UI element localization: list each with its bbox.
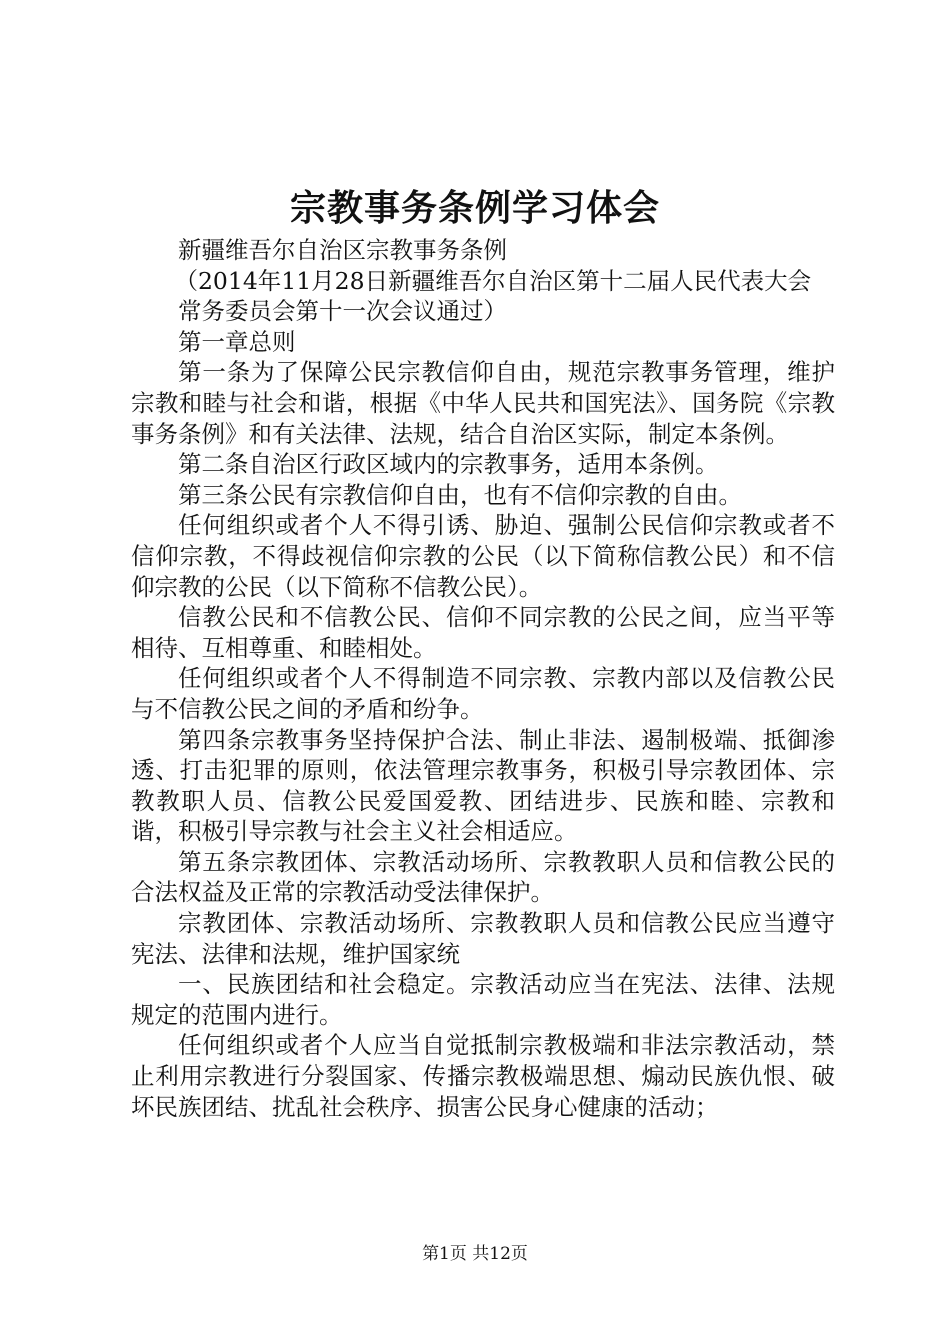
paragraph-article-5: 第五条宗教团体、宗教活动场所、宗教教职人员和信教公民的合法权益及正常的宗教活动受法律保护。 — [131, 847, 835, 907]
paragraph-article-1: 第一条为了保障公民宗教信仰自由，规范宗教事务管理，维护宗教和睦与社会和谐，根据《中华人民共和国宪法》、国务院《宗教事务条例》和有关法律、法规，结合自治区实际，制定本条例。 — [131, 358, 835, 448]
paragraph-article-3-clause-3: 信教公民和不信教公民、信仰不同宗教的公民之间，应当平等相待、互相尊重、和睦相处。 — [131, 603, 835, 662]
paragraph-article-5-clause-2: 宗教团体、宗教活动场所、宗教教职人员和信教公民应当遵守宪法、法律和法规，维护国家统 — [131, 909, 835, 968]
paragraph-adoption-note: （2014年11月28日新疆维吾尔自治区第十二届人民代表大会 — [174, 266, 812, 295]
paragraph-article-3-clause-2: 任何组织或者个人不得引诱、胁迫、强制公民信仰宗教或者不信仰宗教，不得歧视信仰宗教的公民（以下简称信教公民）和不信仰宗教的公民（以下简称不信教公民）。 — [131, 511, 835, 601]
paragraph-article-3-clause-4: 任何组织或者个人不得制造不同宗教、宗教内部以及信教公民与不信教公民之间的矛盾和纷争。 — [131, 664, 835, 723]
paragraph-article-3: 第三条公民有宗教信仰自由，也有不信仰宗教的自由。 — [178, 480, 742, 509]
paragraph-regulation-name: 新疆维吾尔自治区宗教事务条例 — [178, 236, 507, 264]
paragraph-article-4: 第四条宗教事务坚持保护合法、制止非法、遏制极端、抵御渗透、打击犯罪的原则，依法管理宗教事务，积极引导宗教团体、宗教教职人员、信教公民爱国爱教、团结进步、民族和睦、宗教和谐，积极引导宗教与社会主义社会相适应。 — [131, 725, 835, 846]
paragraph-article-5-clause-3: 任何组织或者个人应当自觉抵制宗教极端和非法宗教活动，禁止利用宗教进行分裂国家、传播宗教极端思想、煽动民族仇恨、破坏民族团结、扰乱社会秩序、损害公民身心健康的活动； — [131, 1031, 835, 1121]
paragraph-chapter-heading: 第一章总则 — [178, 327, 296, 356]
document-body — [131, 235, 835, 1122]
document-title: 宗教事务条例学习体会 — [289, 188, 660, 229]
paragraph-article-5-clause-2-continued: 一、民族团结和社会稳定。宗教活动应当在宪法、法律、法规规定的范围内进行。 — [131, 970, 835, 1029]
paragraph-article-2: 第二条自治区行政区域内的宗教事务，适用本条例。 — [178, 450, 719, 479]
paragraph-adoption-note-continued: 常务委员会第十一次会议通过） — [178, 297, 507, 326]
page-footer: 第1页 共12页 — [422, 1244, 528, 1264]
